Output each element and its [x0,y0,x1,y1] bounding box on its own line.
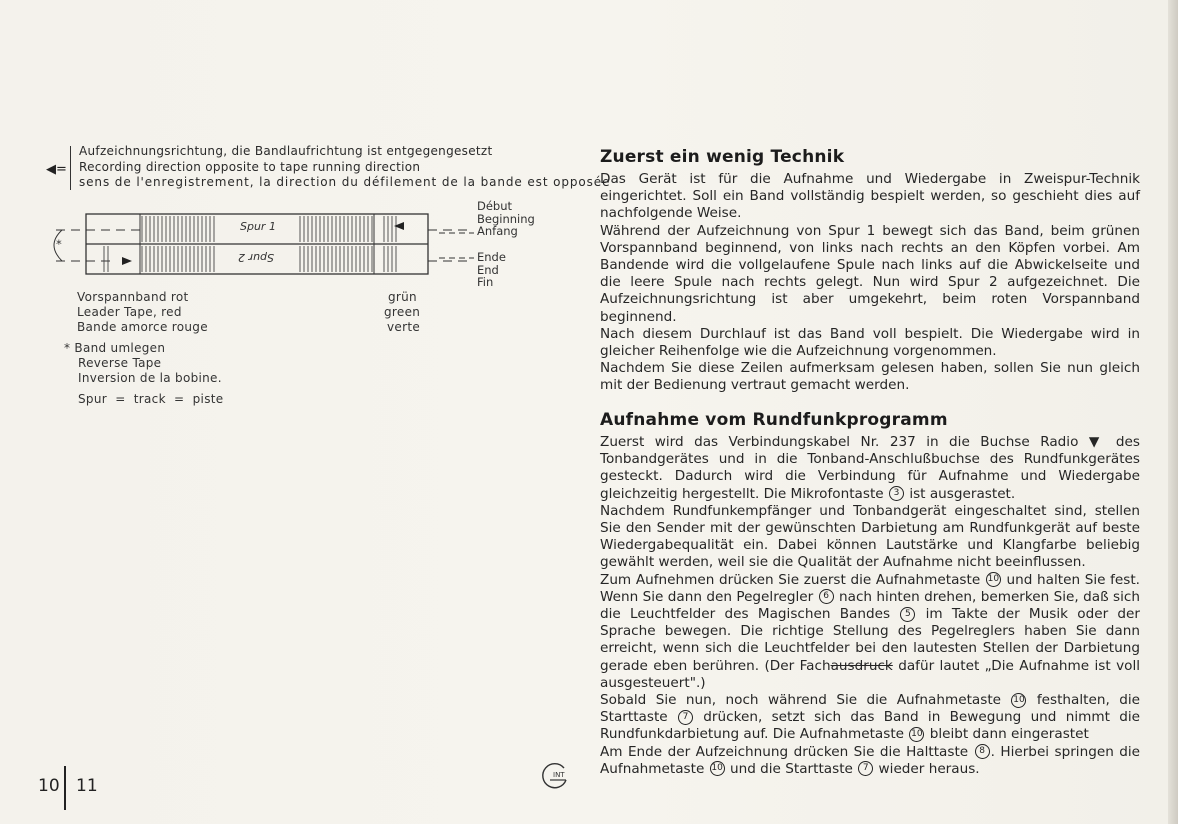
rundfunk-p4-part-b: festhalten, die Starttaste [600,692,1140,726]
radio-socket-icon: ▼ [1088,434,1106,450]
left-arrow-icon: ◀= [46,162,67,177]
page-number-left: 10 [38,776,60,796]
technik-paragraph-4: Nachdem Sie diese Zeilen aufmerksam gelesen haben, sollen Sie nun gleich mit der Bedienung vertraut gemacht werden. [600,360,1140,394]
leader-green-de: grün [388,290,417,304]
technik-paragraph-3: Nach diesem Durchlauf ist das Band voll bespielt. Die Wiedergabe wird in gleicher Reihenfolge wie die Aufzeichnung vorgenommen. [600,325,1140,360]
rundfunk-p3-part-b: und halten Sie fest. Wenn Sie dann den Pegelregler [600,571,1140,605]
reverse-de: * Band umlegen [64,341,166,355]
end-fr: Fin [477,275,494,289]
spur2-label: Spur 2 [238,251,274,264]
leader-green-en: green [384,305,421,319]
mikrofontaste-number-icon: 3 [889,486,904,501]
technik-paragraph-2: Während der Aufzeichnung von Spur 1 bewegt sich das Band, beim grünen Vorspannband beginnend, von links nach rechts an den Köpfen vorbei. Am Bandende wird die vollgelaufene Spule nach links auf die Abwickelseite und die leere Spule nach rechts gelegt. Nun wird Spur 2 aufgezeichnet. Die Aufzeichnungsrichtung ist aber umgekehrt, beim roten Vorspannband beginnend. [600,222,1140,325]
reverse-marker: * [56,237,62,251]
leader-red-de: Vorspannband rot [77,290,189,304]
aufnahmetaste-number-icon: 10 [986,572,1001,587]
section-technik-title: Zuerst ein wenig Technik [600,147,845,167]
book-spine-edge [1168,0,1178,824]
aufnahmetaste-number-icon: 10 [1011,693,1026,708]
section-technik-body [600,171,1140,395]
int-logo-text: INT [553,771,565,779]
leader-red-labels [77,290,208,335]
legend-en: Recording direction opposite to tape running direction [79,159,421,174]
rundfunk-p5-part-c: und die Starttaste [729,760,853,777]
rundfunk-p4-part-a: Sobald Sie nun, noch während Sie die Aufnahmetaste [600,692,1002,709]
legend-de: Aufzeichnungsrichtung, die Bandlaufrichtung ist entgegengesetzt [79,144,493,158]
rundfunk-paragraph-4 [600,692,1140,744]
track-glossary: Spur = track = piste [78,392,224,406]
rundfunk-p3-strikethrough: ausdruck [830,657,893,674]
rundfunk-p5-part-b: . Hierbei springen die Aufnahmetaste [600,743,1141,777]
end-en: End [477,262,499,277]
right-arrow-icon [122,257,132,265]
reverse-fr: Inversion de la bobine. [78,371,222,385]
page-number-right: 11 [76,776,98,796]
rundfunk-p3-part-d: im Takte der Musik oder der Sprache bewegen. Die richtige Stellung des Pegelreglers haben Sie dann erreicht, wenn sich die Leuchtfelder bei den lautesten Stellen der Darbietung gerade eben berühren. (Der Fach [600,606,1140,674]
technik-paragraph-1: Das Gerät ist für die Aufnahme und Wiedergabe in Zweispur-Technik eingerichtet. Soll ein Band vollständig bespielt werden, so geschieht dies auf nachfolgende Weise. [600,171,1140,222]
tape-start-label [477,200,535,238]
start-en: Beginning [477,211,535,226]
rundfunk-p1-part-a: Zuerst wird das Verbindungskabel Nr. 237 in die Buchse Radio [600,434,1079,450]
spur1-label: Spur 1 [240,220,276,233]
pegelregler-number-icon: 6 [819,589,834,604]
start-fr: Début [477,199,513,213]
starttaste-number-icon: 7 [678,710,693,725]
rundfunk-p5-part-d: wieder heraus. [878,760,980,777]
rundfunk-paragraph-5 [600,744,1140,778]
page-number-divider [64,766,66,810]
left-arrow-icon [394,222,404,230]
tape-end-label [477,251,506,289]
reverse-tape-note [64,341,222,386]
magisches-band-number-icon: 5 [900,607,915,622]
legend-fr: sens de l'enregistrement, la direction du défilement de la bande est opposée [79,175,611,189]
end-de: Ende [477,250,506,264]
rundfunk-p1-part-b: des Tonbandgerätes und in die Tonband-Anschlußbuchse des Rundfunkgerätes gesteckt. Dadurch wird die Verbindung für Aufnahme und Wiedergabe gleichzeitig hergestellt. Die Mikrofontaste [600,434,1140,502]
legend-text [79,144,610,191]
section-technik [600,147,1140,395]
leader-red-en: Leader Tape, red [77,305,182,319]
rundfunk-paragraph-3 [600,572,1140,692]
aufnahmetaste-number-icon: 10 [909,727,924,742]
starttaste-number-icon: 7 [858,761,873,776]
tape-track-diagram [44,194,574,294]
rundfunk-p3-part-a: Zum Aufnehmen drücken Sie zuerst die Aufnahmetaste [600,571,981,588]
section-rundfunk-title: Aufnahme vom Rundfunkprogramm [600,410,948,430]
start-de: Anfang [477,224,518,238]
leader-red-fr: Bande amorce rouge [77,320,208,334]
rundfunk-paragraph-1 [600,434,1140,503]
section-rundfunk [600,410,1140,778]
rundfunk-p3-part-c: nach hinten drehen, bemerken Sie, daß sich die Leuchtfelder des Magischen Bandes [600,588,1140,623]
rundfunk-p5-part-a: Am Ende der Aufzeichnung drücken Sie die Halttaste [600,743,969,760]
rundfunk-paragraph-2: Nachdem Rundfunkempfänger und Tonbandgerät eingeschaltet sind, stellen Sie den Sender mit der gewünschten Darbietung am Rundfunkgerät auf beste Wiedergabequalität ein. Dabei können Lautstärke und Klangfarbe beliebig gewählt werden, weil sie die Qualität der Aufnahme nicht beeinflussen. [600,502,1140,571]
aufnahmetaste-number-icon: 10 [710,761,725,776]
halttaste-number-icon: 8 [975,744,990,759]
rundfunk-p4-part-d: bleibt dann eingerastet [929,726,1089,743]
rundfunk-p1-part-c: ist ausgerastet. [909,485,1016,502]
section-rundfunk-body [600,434,1140,778]
int-logo [540,760,572,792]
reverse-en: Reverse Tape [78,356,162,370]
leader-green-labels [384,290,420,335]
rundfunk-p3-part-e: dafür lautet „Die Aufnahme ist voll ausgesteuert".) [600,657,1141,691]
rundfunk-p4-part-c: drücken, setzt sich das Band in Bewegung und nimmt die Rundfunkdarbietung auf. Die Aufnahmetaste [600,709,1141,743]
legend-divider [70,146,71,190]
leader-green-fr: verte [387,320,421,334]
